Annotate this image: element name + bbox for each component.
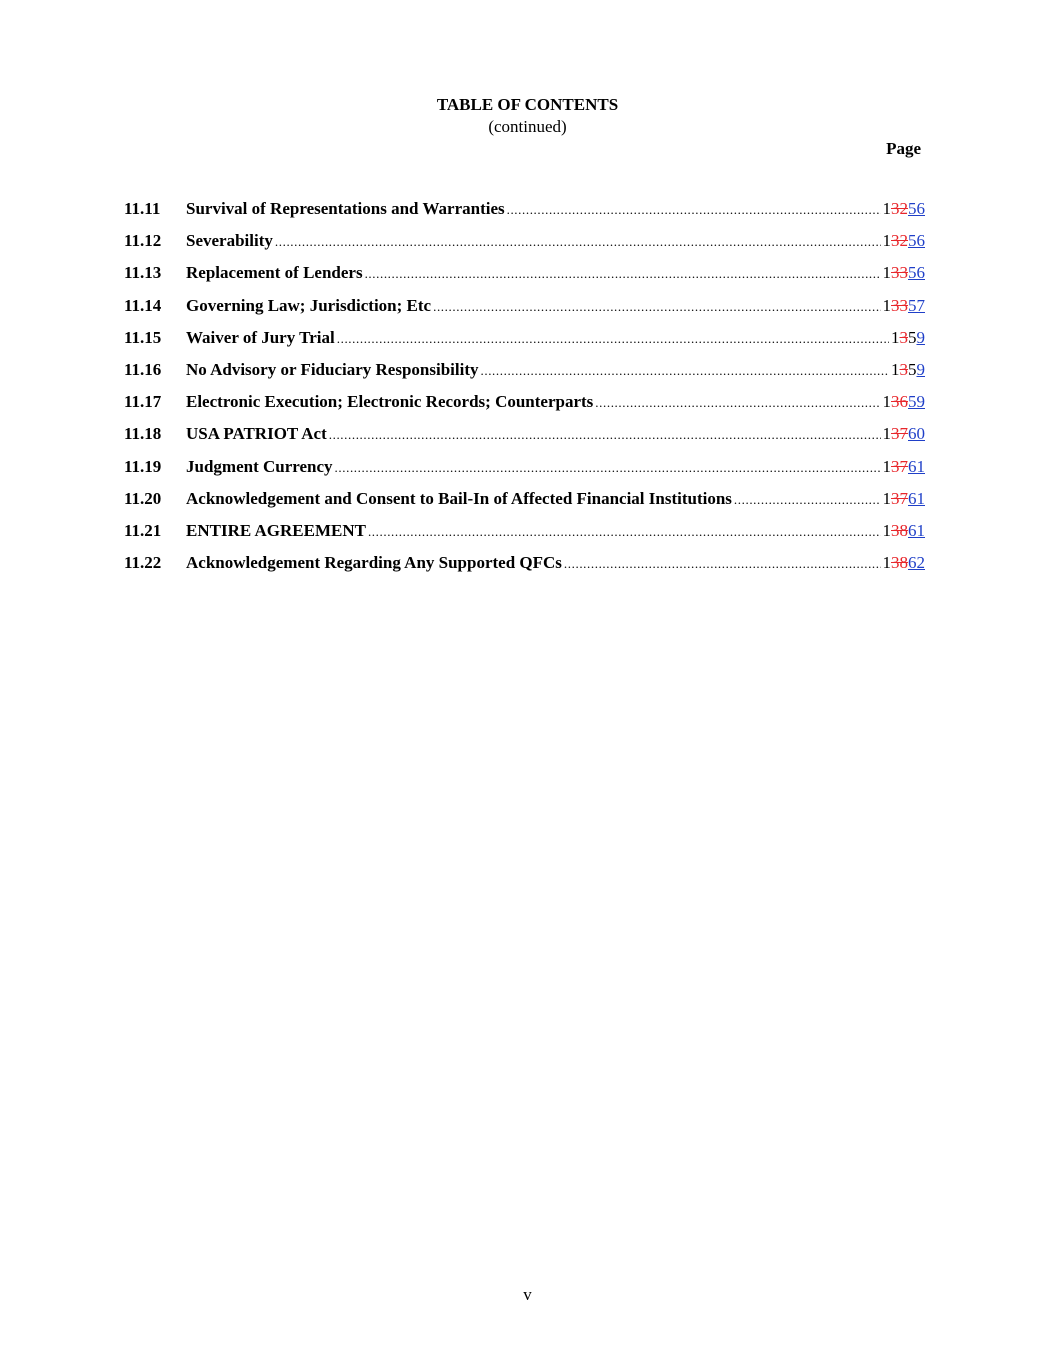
page-number-unchanged: 1 (882, 456, 891, 476)
section-number: 11.20 (124, 488, 162, 508)
dot-leader (595, 392, 880, 414)
page-number-unchanged: 5 (908, 359, 917, 379)
section-title-link[interactable]: Electronic Execution; Electronic Records; Counterparts (186, 392, 594, 412)
page-reference[interactable] (883, 295, 926, 317)
page-number-inserted[interactable]: 56 (908, 199, 925, 218)
page-number-inserted[interactable]: 61 (908, 488, 925, 508)
toc-entry[interactable] (124, 198, 925, 230)
dot-leader (564, 553, 881, 575)
section-number: 11.12 (124, 231, 162, 251)
page-reference[interactable] (883, 391, 926, 413)
toc-subheading: (continued) (488, 117, 567, 136)
dot-leader (734, 489, 881, 511)
page-number-inserted[interactable]: 9 (916, 327, 925, 347)
page-number-deleted: 33 (891, 263, 908, 283)
dot-leader (275, 231, 881, 253)
section-title-link[interactable]: No Advisory or Fiduciary Responsibility (186, 359, 479, 379)
page-number-unchanged: 1 (891, 359, 900, 379)
page-number-deleted: 37 (891, 488, 908, 508)
page-reference[interactable] (883, 456, 926, 478)
page-reference[interactable] (883, 262, 926, 284)
dot-leader (507, 199, 881, 221)
page-number-deleted: 37 (891, 424, 908, 444)
page-reference[interactable] (883, 230, 926, 252)
page-number-unchanged: 1 (882, 392, 891, 412)
page-reference[interactable] (883, 488, 926, 510)
page-number-inserted[interactable]: 59 (908, 392, 925, 412)
dot-leader (368, 521, 881, 543)
page-number-unchanged: 1 (882, 263, 891, 283)
page-number-unchanged: 1 (882, 424, 891, 444)
section-number: 11.18 (124, 424, 162, 444)
toc-entry[interactable] (124, 552, 925, 584)
section-title-link[interactable]: ENTIRE AGREEMENT (186, 520, 366, 540)
section-number: 11.19 (124, 456, 162, 476)
toc-entry[interactable] (124, 262, 925, 294)
page-number-unchanged: 1 (882, 520, 891, 540)
page-reference[interactable] (883, 520, 926, 542)
page-number-deleted: 33 (891, 295, 908, 315)
section-title-link[interactable]: Waiver of Jury Trial (186, 327, 335, 347)
page-column-label: Page (886, 139, 921, 158)
toc-entry[interactable] (124, 327, 925, 359)
section-title-link[interactable]: Survival of Representations and Warranties (186, 199, 505, 218)
dot-leader (329, 424, 881, 446)
section-title-link[interactable]: Acknowledgement Regarding Any Supported QFCs (186, 553, 562, 573)
page-number-deleted: 3 (899, 327, 908, 347)
toc-entry[interactable] (124, 456, 925, 488)
page-reference[interactable] (883, 552, 926, 574)
page-reference[interactable] (883, 198, 926, 220)
page-reference[interactable] (891, 327, 925, 349)
page-number-inserted[interactable]: 60 (908, 424, 925, 444)
section-number: 11.22 (124, 553, 162, 573)
toc-entry[interactable] (124, 520, 925, 552)
dot-leader (365, 263, 881, 285)
toc-entry[interactable] (124, 391, 925, 423)
section-number: 11.17 (124, 392, 162, 412)
page-number-inserted[interactable]: 62 (908, 553, 925, 573)
page-reference[interactable] (883, 423, 926, 445)
page-number-deleted: 32 (891, 231, 908, 251)
page-number-unchanged: 5 (908, 327, 917, 347)
page-number-unchanged: 1 (882, 553, 891, 573)
page-number-deleted: 32 (891, 199, 908, 218)
section-number: 11.14 (124, 295, 162, 315)
page-number-footer: v (523, 1285, 532, 1304)
section-title-link[interactable]: Acknowledgement and Consent to Bail-In of Affected Financial Institutions (186, 488, 732, 508)
section-number: 11.21 (124, 520, 162, 540)
table-of-contents (124, 198, 925, 584)
page-number-inserted[interactable]: 56 (908, 263, 925, 283)
section-title-link[interactable]: Governing Law; Jurisdiction; Etc (186, 295, 432, 315)
page-number-deleted: 37 (891, 456, 908, 476)
page-number-unchanged: 1 (882, 199, 891, 218)
section-number: 11.13 (124, 263, 162, 283)
section-number: 11.16 (124, 359, 162, 379)
page-number-deleted: 3 (899, 359, 908, 379)
dot-leader (481, 360, 890, 382)
toc-entry[interactable] (124, 488, 925, 520)
page-number-unchanged: 1 (891, 327, 900, 347)
page-reference[interactable] (891, 359, 925, 381)
page-number-inserted[interactable]: 56 (908, 231, 925, 251)
dot-leader (335, 457, 881, 479)
section-title-link[interactable]: USA PATRIOT Act (186, 424, 327, 444)
page-number-unchanged: 1 (882, 231, 891, 251)
toc-entry[interactable] (124, 230, 925, 262)
toc-heading: TABLE OF CONTENTS (436, 95, 619, 114)
dot-leader (337, 328, 889, 350)
page-number-deleted: 38 (891, 553, 908, 573)
page-number-deleted: 38 (891, 520, 908, 540)
section-title-link[interactable]: Replacement of Lenders (186, 263, 363, 283)
page-number-inserted[interactable]: 61 (908, 520, 925, 540)
section-number: 11.15 (124, 327, 162, 347)
page-number-unchanged: 1 (882, 295, 891, 315)
dot-leader (433, 296, 880, 318)
page-number-deleted: 36 (891, 392, 908, 412)
toc-entry[interactable] (124, 423, 925, 455)
page-number-inserted[interactable]: 57 (908, 295, 925, 315)
page-number-inserted[interactable]: 61 (908, 456, 925, 476)
section-title-link[interactable]: Severability (186, 231, 273, 251)
page-number-inserted[interactable]: 9 (916, 359, 925, 379)
toc-entry[interactable] (124, 295, 925, 327)
toc-entry[interactable] (124, 359, 925, 391)
section-number: 11.11 (124, 199, 161, 218)
section-title-link[interactable]: Judgment Currency (186, 456, 333, 476)
page-number-unchanged: 1 (882, 488, 891, 508)
